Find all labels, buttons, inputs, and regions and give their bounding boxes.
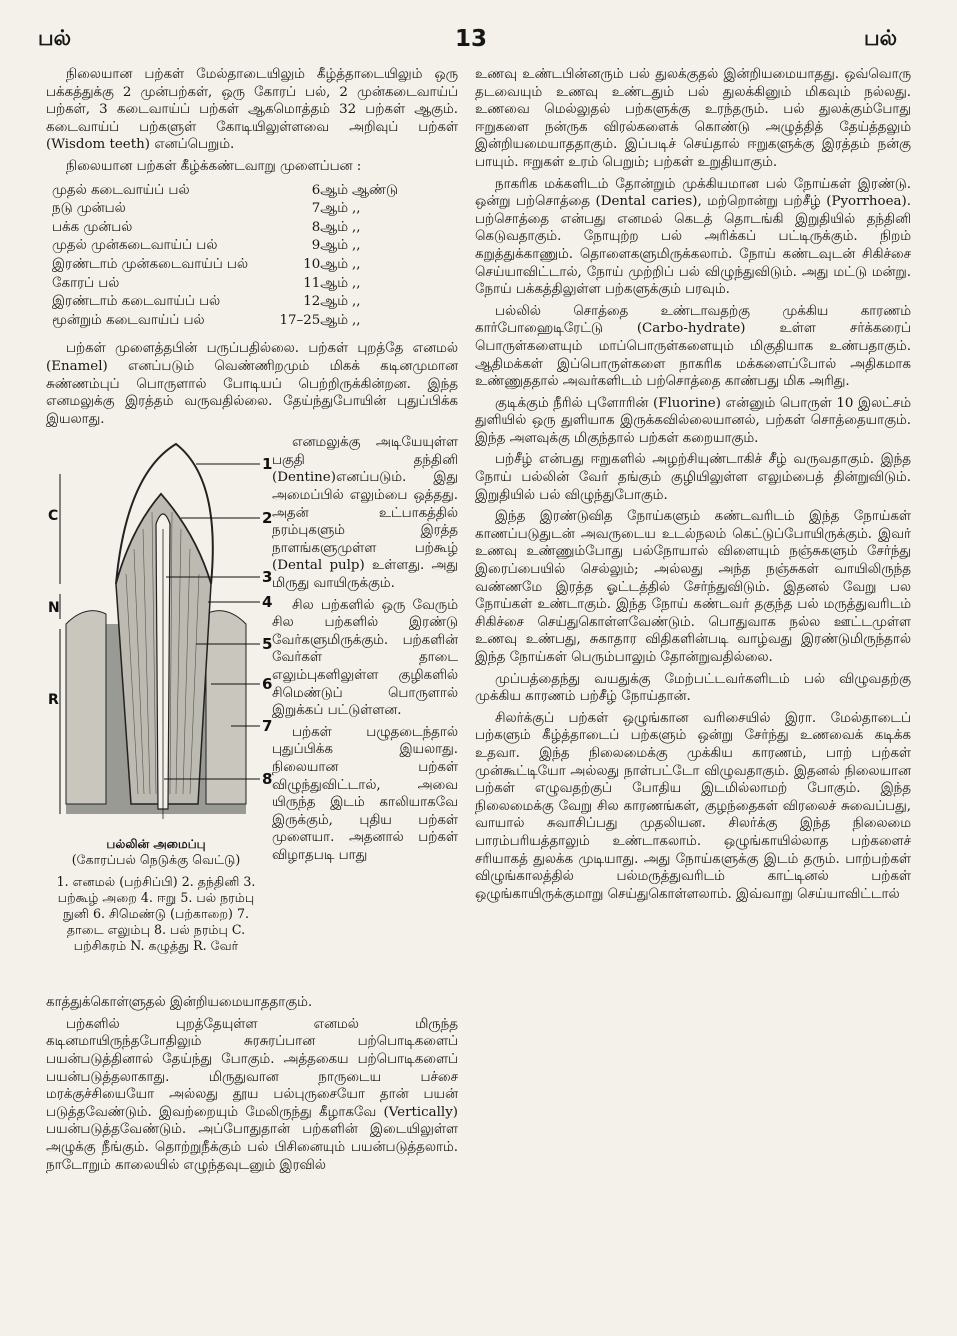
- right-paragraph-6: இந்த இரண்டுவித நோய்களும் கண்டவரிடம் இந்த நோய்கள் காணப்படுதுடன் அவருடைய உடல்நலம் கெட்டுப்போயிருக்கும். இவர் உணவு உண்ணும்போது பல்நோயால் விளையும் நஞ்சுகளும் சேர்ந்து இரைப்பையில் செல்லும்; அல்லது அந்த நஞ்சுகள் வாயிலிருந்த வண்ணமே இரத்த ஓட்டத்தில் சேர்ந்துவிடும். இதனல் வேறு பல நோய்கள் உண்டாகும். இந்த நோய் கண்டவர் தகுந்த பல் மருத்துவரிடம் சிகிச்சை செய்துகொள்ளவேண்டும். பொதுவாக நல்ல ஊட்டமுள்ள உணவு உண்பது, சுகாதார விதிகளின்படி வாழ்வது இரண்டுமிருந்தால் இந்த நோய்கள் பெரும்பாலும் தோன்றுவதில்லை.: [475, 509, 911, 665]
- right-paragraph-5: பற்சீழ் என்பது ஈறுகளில் அழற்சியுண்டாகிச் சீழ் வருவதாகும். இந்த நோய் பல்லின் வேர் தங்கும் குழியிலுள்ள எலும்பைத் தின்றுவிடும். இறுதியில் பல் விழுந்துபோகும்.: [475, 452, 911, 503]
- fig-label-7: 7: [262, 717, 272, 736]
- eruption-unit-cell: ஆண்டு: [352, 182, 398, 198]
- damage-paragraph: பற்கள் பழுதடைந்தால் புதுப்பிக்க இயலாது. நிலையான பற்கள் விழுந்துவிட்டால், அவை யிருந்த இடம் காலியாகவே இருக்கும், புதிய பற்கள் முளையா. அதனால் பற்கள் விழாதபடி பாது: [272, 724, 458, 863]
- fig-label-2: 2: [262, 509, 272, 528]
- eruption-age-cell: 17–25ஆம்: [279, 312, 348, 328]
- figure-subcaption: (கோரப்பல் நெடுக்கு வெட்டு): [71, 852, 241, 868]
- header-right-title: பல்: [864, 26, 898, 50]
- eruption-unit-cell: ,,: [352, 275, 361, 291]
- eruption-tooth-cell: இரண்டாம் கடைவாய்ப் பல்: [52, 294, 221, 310]
- tooth-figure-block: [46, 434, 458, 994]
- fig-label-8: 8: [262, 770, 272, 789]
- eruption-table-row: [52, 275, 412, 294]
- right-paragraph-1: உணவு உண்டபின்னரும் பல் துலக்குதல் இன்றியமையாதது. ஒவ்வொரு தடவையும் உணவு உண்டதும் பல் துலக்கினும் மிகவும் நல்லது. உணவை மெல்லுதல் பற்களுக்கு உரந்தரும். பல் துலக்கும்போது ஈறுகளை நன்ருக விரல்களைக் கொண்டு அழுத்தித் தேய்த்தலும் இன்றியமையாததாகும். இப்படிச் செய்தால் ஈறுகளுக்கு இரத்தம் நன்கு பாயும். ஈறுகள் உரம் பெறும்; பற்கள் உறுதியாகும்.: [475, 67, 911, 170]
- eruption-table-row: [52, 200, 412, 219]
- fig-label-6: 6: [262, 675, 272, 694]
- right-paragraph-7: முப்பத்தைந்து வயதுக்கு மேற்பட்டவர்களிடம் பல் விழுவதற்கு முக்கிய காரணம் பற்சீழ் நோய்தான்.: [475, 671, 911, 705]
- eruption-table-row: [52, 182, 412, 201]
- eruption-table-row: [52, 256, 412, 275]
- eruption-table-row: [52, 219, 412, 238]
- eruption-unit-cell: ,,: [352, 294, 361, 310]
- right-paragraph-8: சிலர்க்குப் பற்கள் ஒழுங்கான வரிசையில் இரா. மேல்தாடைப் பற்களும் கீழ்த்தாடைப் பற்களும் ஒன்று சேர்ந்து உணவைக் கடிக்க உதவா. இந்த நிலைமைக்கு முக்கிய காரணம், பாற் பற்கள் முன்கூட்டியோ அல்லது நாள்பட்டோ விழுவதாகும். இதனல் நிலையான பற்கள் எழுவதற்குப் போதிய இடமில்லாமற் போகும். இந்த நிலைமைக்கு வேறு சில காரணங்கள், குழந்தைகள் விரலைச் சுவைப்பது, வாயால் சுவாசிப்பது முதலியன. சிலர்க்கு இந்த நிலைமை பாரம்பரியத்தாலும் உண்டாகலாம். ஒழுங்காயில்லாத பற்களைச் சரியாகத் துலக்க முடியாது. அது நோய்களுக்கு இடம் தரும். பாற்பற்கள் விழுங்காலத்தில் பல்மருத்துவரிடம் காட்டினல் பற்கள் ஒழுங்காயிருக்குமாறு செய்துகொள்ளலாம். இவ்வாறு செய்யாவிட்டால்: [475, 710, 911, 902]
- page-number: 13: [455, 26, 488, 52]
- eruption-table-row: [52, 237, 412, 256]
- intro-paragraph: நிலையான பற்கள் மேல்தாடையிலும் கீழ்த்தாடையிலும் ஒரு பக்கத்துக்கு 2 முன்பற்கள், ஒரு கோரப் பல், 2 முன்கடைவாய்ப் பற்கள், 3 கடைவாய்ப் பற்கள் ஆகமொத்தம் 32 பற்கள் ஆகும். கடைவாய்ப் பற்களுள் கோடியிலுள்ளவை அறிவுப் பற்கள் (Wisdom teeth) எனப்பெறும்.: [46, 67, 458, 153]
- right-paragraph-3: பல்லில் சொத்தை உண்டாவதற்கு முக்கிய காரணம் கார்போஹைடிரேட்டு (Carbo-hydrate) உள்ள சர்க்கரைப் பொருள்களையும் மாப்பொருள்களையும் மிகுதியாக உண்பதாகும். ஆதிமக்கள் இப்பொருள்களை நாகரிக மக்களைப்போல் அதிகமாக உண்ணுததால் அவர்களிடம் பற்சொத்தை காண்பது மிக அரிது.: [475, 303, 911, 390]
- eruption-age-cell: 10ஆம்: [303, 256, 348, 272]
- eruption-tooth-cell: பக்க முன்பல்: [52, 219, 133, 235]
- tooth-cross-section-diagram: [46, 434, 272, 834]
- eruption-table-row: [52, 293, 412, 312]
- eruption-unit-cell: ,,: [352, 238, 361, 254]
- header-left-title: பல்: [38, 26, 72, 50]
- table-intro: நிலையான பற்கள் கீழ்க்கண்டவாறு முளைப்பன :: [66, 158, 362, 174]
- eruption-unit-cell: ,,: [352, 201, 361, 217]
- bottom-paragraph-2: பற்களில் புறத்தேயுள்ள எனமல் மிருந்த கடினமாயிருந்தபோதிலும் சுரசுரப்பான பற்பொடிகளைப் பயன்படுத்தினால் தேய்ந்து போகும். அத்தகைய பற்பொடிகளைப் பயன்படுத்தலாகாது. மிருதுவான நாருடைய பச்சை மரக்குச்சியையோ அல்லது தூய பல்புருசையோ தான் பயன் படுத்தவேண்டும். இவற்றையும் மேலிருந்து கீழாகவே (Vertically) பயன்படுத்தவேண்டும். அப்போதுதான் பற்களின் இடையிலுள்ள அழுக்கு நீங்கும். தொற்றுநீக்கும் பல் பிசினையும் பயன்படுத்தலாம். நாடோறும் காலையில் எழுந்தவுடனும் இரவில்: [46, 1016, 458, 1173]
- right-paragraph-4: குடிக்கும் நீரில் புளோரின் (Fluorine) என்னும் பொருள் 10 இலட்சம் துளியில் ஒரு துளியாக இருக்கவில்லையானல், பற்கள் சொத்தையாகும். இந்த அளவுக்கு மிகுந்தால் பற்கள் கறையாகும்.: [475, 395, 911, 446]
- eruption-age-cell: 8ஆம்: [311, 219, 348, 235]
- eruption-tooth-cell: முதல் முன்கடைவாய்ப் பல்: [52, 238, 218, 254]
- fig-label-R: R: [48, 692, 59, 709]
- eruption-unit-cell: ,,: [352, 219, 361, 235]
- eruption-unit-cell: ,,: [352, 312, 361, 328]
- eruption-tooth-cell: மூன்றும் கடைவாய்ப் பல்: [52, 312, 205, 328]
- right-column: [475, 66, 911, 907]
- fig-label-1: 1: [262, 455, 272, 474]
- eruption-age-cell: 11ஆம்: [303, 275, 348, 291]
- eruption-tooth-cell: முதல் கடைவாய்ப் பல்: [52, 182, 190, 198]
- roots-paragraph: சில பற்களில் ஒரு வேரும் சில பற்களில் இரண்டு வேர்களுமிருக்கும். பற்களின் வேர்கள் தாடை எலும்புகளிலுள்ள குழிகளில் சிமெண்டுப் பொருளால் இறுக்கப் பட்டுள்ளன.: [272, 597, 458, 719]
- fig-label-N: N: [48, 600, 60, 617]
- eruption-age-cell: 7ஆம்: [311, 201, 348, 217]
- figure-caption-block: [46, 834, 266, 954]
- fig-label-3: 3: [262, 568, 272, 587]
- eruption-tooth-cell: நடு முன்பல்: [52, 201, 126, 217]
- eruption-age-cell: 6ஆம்: [311, 182, 348, 198]
- eruption-tooth-cell: கோரப் பல்: [52, 275, 120, 291]
- eruption-table: [52, 182, 412, 331]
- eruption-age-cell: 9ஆம்: [311, 238, 348, 254]
- bottom-paragraph-1: காத்துக்கொள்ளுதல் இன்றியமையாததாகும்.: [46, 995, 313, 1011]
- dentine-paragraph: எனமலுக்கு அடியேயுள்ள பகுதி தந்தினி (Dentine)எனப்படும். இது அமைப்பில் எலும்பை ஒத்தது. அதன் உட்பாகத்தில் நரம்புகளும் இரத்த நாளங்களுமுள்ள பற்கூழ் (Dental pulp) உள்ளது. அது மிருது வாயிருக்கும்.: [272, 435, 458, 592]
- right-paragraph-2: நாகரிக மக்களிடம் தோன்றும் முக்கியமான பல் நோய்கள் இரண்டு. ஒன்று பற்சொத்தை (Dental caries), மற்றொன்று பற்சீழ் (Pyorrhoea). பற்சொத்தை என்பது எனமல் கெடத் தொடங்கி இறுதியில் தந்தினி கெடுவதாகும். நோயுற்ற பல் அரிக்கப் பட்டிருக்கும். நிறம் கறுத்துக்காணும். தொளைகளுமிருக்கலாம். நோய் கண்டவுடன் சிகிச்சை செய்யாவிட்டால், நோய் முற்றிப் பல் விழுந்துவிடும். அது மட்டு மன்று. நோய் பக்கத்திலுள்ள பற்களுக்கும் பரவும்.: [475, 176, 911, 298]
- eruption-table-row: [52, 312, 412, 331]
- left-column: [46, 66, 458, 1178]
- figure-legend: 1. எனமல் (பற்சிப்பி) 2. தந்தினி 3. பற்கூழ் அறை 4. ஈறு 5. பல் நரம்பு நுனி 6. சிமெண்டு (பற்காறை) 7. தாடை எலும்பு 8. பல் நரம்பு C. பற்சிகரம் N. கழுத்து R. வேர்: [56, 874, 256, 954]
- fig-label-4: 4: [262, 593, 272, 612]
- fig-label-5: 5: [262, 635, 272, 654]
- eruption-age-cell: 12ஆம்: [303, 294, 348, 310]
- figure-side-text: [272, 434, 458, 868]
- figure-caption: பல்லின் அமைப்பு: [106, 837, 206, 852]
- eruption-tooth-cell: இரண்டாம் முன்கடைவாய்ப் பல்: [52, 256, 249, 272]
- eruption-unit-cell: ,,: [352, 256, 361, 272]
- enamel-paragraph: பற்கள் முளைத்தபின் பருப்பதில்லை. பற்கள் புறத்தே எனமல் (Enamel) எனப்படும் வெண்ணிறமும் மிகக் கடினமுமான சுண்ணம்புப் பொருளால் போடியப் பெற்றிருக்கின்றன. இந்த எனமலுக்கு இரத்தம் வருவதில்லை. தேய்ந்துபோயின் புதுப்பிக்க இயலாது.: [46, 341, 458, 427]
- fig-label-C: C: [48, 508, 59, 525]
